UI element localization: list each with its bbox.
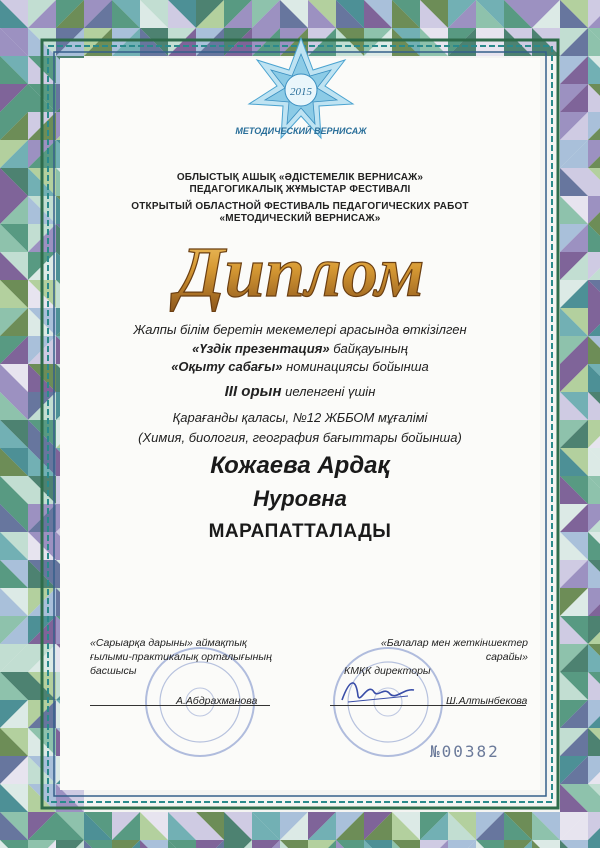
left-org-line2: ғылыми-практикалық орталығының: [90, 651, 272, 663]
header-ru-line2: «МЕТОДИЧЕСКИЙ ВЕРНИСАЖ»: [219, 213, 381, 224]
body-subjects: (Химия, биология, география бағыттары бойынша): [138, 430, 462, 445]
header-ru-line1: ОТКРЫТЫЙ ОБЛАСТНОЙ ФЕСТИВАЛЬ ПЕДАГОГИЧЕСКИХ РАБОТ: [131, 201, 469, 212]
body-school: Қарағанды қаласы, №12 ЖББОМ мұғалімі: [172, 410, 428, 425]
contest-name: «Үздік презентация»: [192, 341, 330, 356]
body-line1: Жалпы білім беретін мекемелері арасында өткізілген: [133, 322, 467, 337]
body-place-line: [0, 383, 600, 400]
diploma-title: [120, 228, 480, 312]
right-org-line2: КМҚК директоры: [344, 665, 431, 677]
left-signatory-name: А.Абдрахманова: [176, 695, 258, 707]
recipient-name-line2: Нуровна: [253, 486, 347, 511]
right-org-line1: «Балалар мен жеткіншектер сарайы»: [380, 637, 528, 663]
left-org-line3: басшысы: [90, 665, 137, 677]
right-signatory-name: Ш.Алтынбекова: [446, 695, 528, 707]
svg-text:Диплом: Диплом: [175, 232, 425, 312]
nomination-suffix: номинациясы бойынша: [282, 359, 429, 374]
festival-logo: [226, 32, 376, 162]
contest-suffix: байқауының: [329, 341, 408, 356]
logo-year: 2015: [290, 86, 312, 98]
award-verb: МАРАПАТТАЛАДЫ: [208, 521, 392, 542]
left-org-line1: «Сарыарқа дарыны» аймақтық: [90, 637, 247, 649]
serial-number: №00382: [430, 742, 500, 761]
place: III орын: [224, 383, 282, 400]
recipient-name-line1: Кожаева Ардақ: [210, 452, 390, 479]
mosaic-triangle: [588, 840, 600, 848]
right-signatory-org: [338, 636, 528, 678]
left-signatory-org: [90, 636, 272, 678]
logo-label: МЕТОДИЧЕСКИЙ ВЕРНИСАЖ: [235, 126, 367, 136]
header-kz-line2: ПЕДАГОГИКАЛЫҚ ЖҰМЫСТАР ФЕСТИВАЛІ: [189, 184, 411, 195]
body-contest-line: [0, 341, 600, 356]
nomination-name: «Оқыту сабағы»: [171, 359, 283, 374]
header-kz-line1: ОБЛЫСТЫҚ АШЫҚ «ӘДІСТЕМЕЛІК ВЕРНИСАЖ»: [176, 172, 424, 183]
body-nomination-line: [0, 359, 600, 374]
place-suffix: иеленгені үшін: [281, 384, 376, 399]
